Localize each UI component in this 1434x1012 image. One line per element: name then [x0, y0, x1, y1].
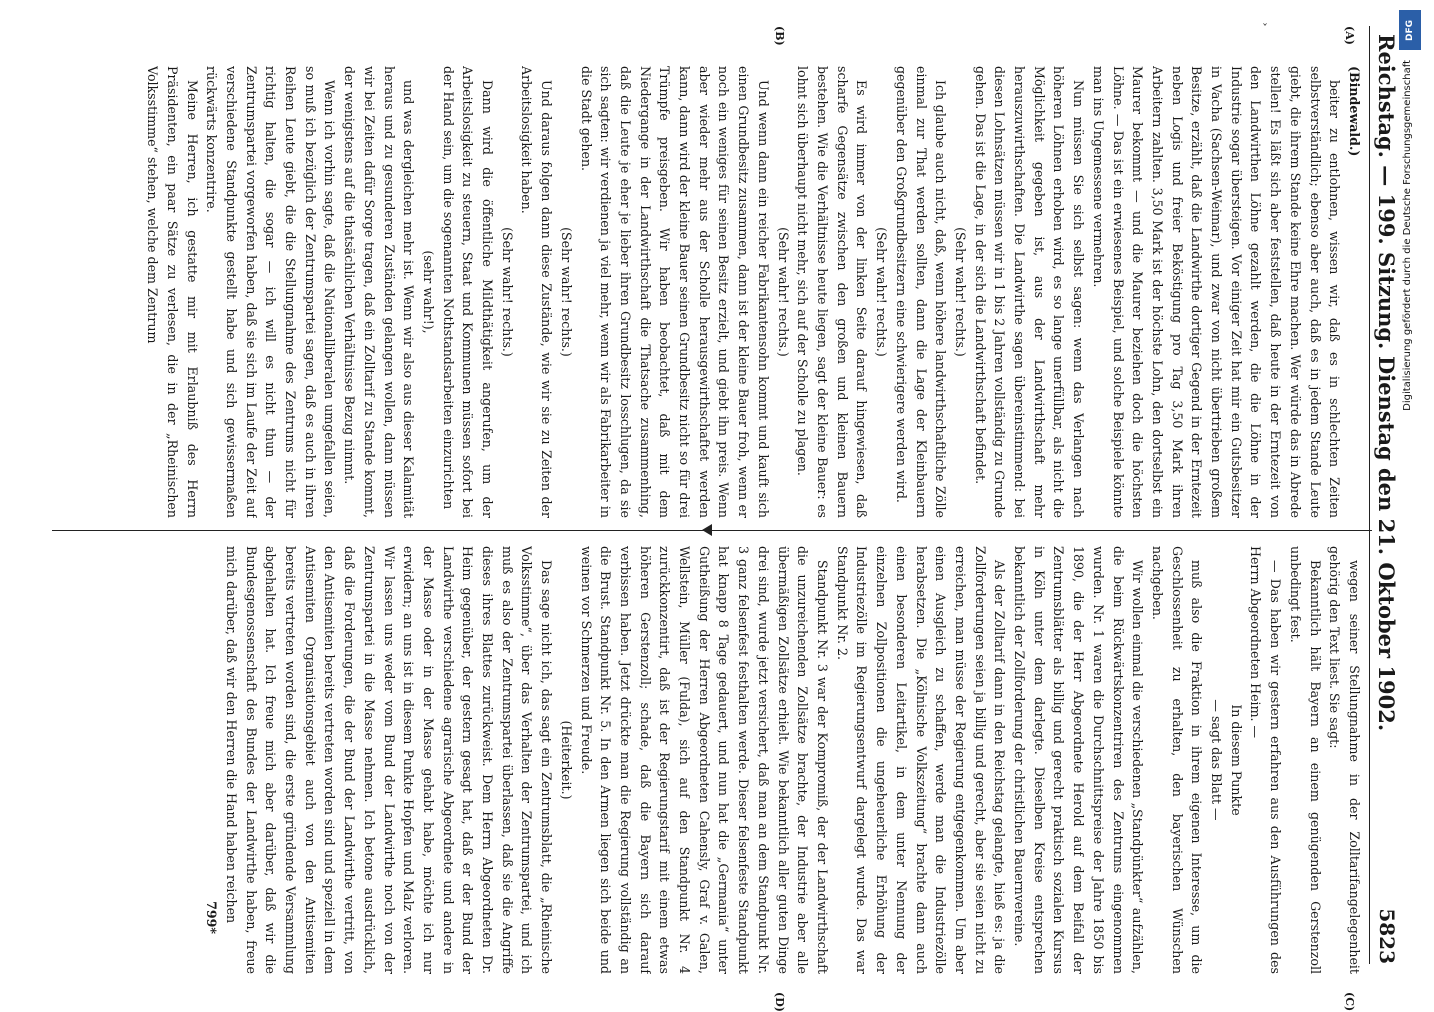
paragraph: Wir wollen einmal die verschiedenen „Standpünkter“ aufzählen, die beim Rückwärtskonzentriren des Zentrums eingenommen wurden. Nr. 1 waren die Durchschnittspreise der Jahre 1850 bis 1890, die der Herr Abgeordnete Herold auf dem Beifall der Zentrumsblätter als billig und gerecht praktisch sozialen Kursus in Köln unter dem darlegte. Dieselben Kreise entsprechen bekanntlich der Zollforderung der christlichen Bauernvereine. — [1012, 546, 1146, 974]
paragraph: wegen seiner Stellungnahme in der Zolltarifangelegenheit gehörig den Text liest. Sie sagt: — [1327, 546, 1362, 974]
interjection: (Sehr wahr! rechts.) — [775, 227, 791, 357]
paragraph: Als der Zolltarif dann in den Reichstag gelangte, hieß es: ja die Zollforderungen seien ja billig und gerecht, aber sie seien nicht zu erreichen, man müsse der Regierung entgegenkommen. Um aber einen Ausgleich zu schaffen, werde man die Industriezölle herabsetzen. Die „Kölnische Volkszeitung“ brachte dann auch einen besonderen Leitartikel, in dem unter Nennung der einzelnen Zollpositionen die ungeheuerliche Erhöhung der Industriezölle im Regierungsentwurf dargelegt wurde. Das war Standpunkt Nr. 2. — [834, 546, 1008, 974]
paragraph: Und wenn dann ein reicher Fabrikantensohn kommt und kauft sich einen Grundbesitz zusammen, dann ist der kleine Bauer froh, wenn er noch ein weniges für seinen Besitz erzielt, und giebt ihn preis. Wenn aber wieder mehr aus der Scholle herausgewirthschaftet werden kann, dann wird der kleine Bauer seinen Grundbesitz nicht so für drei Trümpfe preisgeben. Wir haben beobachtet, daß mit dem Niedergange in der Landwirthschaft die Thatsache zusammenhing, daß die Leute je eher je lieber ihren Grundbesitz losschlugen, da sie sich sagten: wir verdienen ja viel mehr, wenn wir als Fabrikarbeiter in die Stadt gehen. — [578, 66, 771, 518]
header-left: Reichstag. — 199. Sitzung. — [1374, 34, 1400, 350]
paragraph: Dann wird die öffentliche Mildthätigkeit angerufen, um der Arbeitslosigkeit zu steuern, Staat und Kommunen müssen sofort bei der Hand sein, um die sogenannten Nothstandsarbeiten einzurichten — [440, 66, 496, 518]
interjection: (Sehr wahr! rechts.) — [499, 227, 515, 357]
margin-marker-d: (D) — [773, 992, 786, 1012]
digitization-credit — [1390, 4, 1430, 996]
left-column — [52, 66, 1364, 518]
column-divider — [52, 530, 1372, 531]
rotated-newspaper-page — [40, 0, 1420, 1012]
paragraph: Ich glaube auch nicht, daß, wenn höhere landwirthschaftliche Zölle einmal zur That werden sollten, dann die Lage der Kleinbauern gegenüber den Großgrundbesitzern eine schwierigere werden wird. — [893, 66, 949, 518]
paragraph: Standpunkt Nr. 3 war der Kompromiß, der der Landwirthschaft die unzureichenden Zollsätze brachte, der Industrie aber alle übermäßigen Zollsätze erhielt. Wie bekanntlich aller guten Dinge drei sind, wurde jetzt versichert, daß man an dem Standpunkt Nr. 3 ganz felsenfest festhalten werde. Dieser felsenfeste Standpunkt hat knapp 8 Tage gedauert, und nun hat die „Germania“ unter Gutheißung der Herren Abgeordneten Cahensly, Graf v. Galen, Wellstein, Müller (Fulda), sich auf den Standpunkt Nr. 4 zurückkonzentirt, daß ist der Regierungstarif mit einem etwas höheren Gerstenzoll; schade, daß die Bayern sich darauf verbissen haben. Jetzt drückte man die Regierung vollständig an die Brust. Standpunkt Nr. 5. In den Armen liegen sich beide und weinen vor Schmerzen und Freude. — [578, 546, 831, 974]
paragraph: Bekanntlich hält Bayern an einem genügenden Gerstenzoll unbedingt fest. — [1287, 546, 1323, 974]
paragraph: Das sage nicht ich, das sagt ein Zentrumsblatt, die „Rheinische Volksstimme“, über das Verhalten der Zentrumspartei, und ich muß es also der Zentrumspartei überlassen, daß sie die Angriffe dieses ihres Blattes zurückweist. Dem Herrn Abgeordneten Dr. Heim gegenüber, der gestern gesagt hat, daß er der Bund der Landwirthe verschiedene agrarische Abgeordnete und andere in der Masse oder in der Masse gehabt habe, möchte ich nur erwidern; an uns ist in diesem Punkte Hopfen und Malz verloren. Wir lassen uns weder vom Bund der Landwirthe noch von der Zentrumspartei in die Masse nehmen. Ich betone ausdrücklich, daß die Forderungen, die der Bund der Landwirthe vertritt, von den Antisemiten bereits vertreten worden sind und speziell in dem Antisemiten Organisationsgebiet auch von den Antisemiten bereits vertreten worden sind, die erste gründende Versammlung abgehalten hat. Ich freue mich aber darüber, daß wir die Bundesgenossenschaft des Bundes der Landwirthe haben, freue mich darüber, daß wir den Herren die Hand haben reichen — [223, 546, 555, 974]
divider-arrow-icon — [702, 524, 712, 536]
interjection: — sagt das Blatt — — [1209, 699, 1225, 821]
interjection: (Heiterkeit.) — [558, 720, 574, 800]
interjection: (Sehr wahr! rechts.) — [952, 227, 968, 357]
credit-text: Digitalisierung gefördert durch die Deutsche Forschungsgemeinschaft — [1402, 60, 1413, 411]
right-column — [52, 546, 1364, 974]
paragraph: — Das haben wir gestern erfahren aus den Ausführungen des Herrn Abgeordneten Heim. — — [1248, 546, 1284, 974]
paragraph: Meine Herren, ich gestatte mir mit Erlaubniß des Herrn Präsidenten, ein paar Sätze zu verlesen, die in der „Rheinischen Volksstimme“ stehen, welche dem Zentrum — [145, 66, 200, 518]
interjection: (Sehr wahr! rechts.) — [558, 227, 574, 357]
margin-marker-c: (C) — [1343, 992, 1356, 1012]
page-number: 5823 — [1375, 908, 1399, 964]
paragraph: muß also die Fraktion in ihrem eigenen Interesse, um die Geschlossenheit zu erhalten, den bayerischen Wünschen nachgeben. — [1149, 546, 1205, 974]
paragraph: beiter zu entlohnen, wissen wir, daß es in schlechten Zeiten selbstverständlich; ebenso aber auch, daß es in jedem Stande Leute giebt, die ihrem Stande keine Ehre machen. Wer würde das in Abrede stellen! Es läßt sich aber feststellen, daß heute in der Erntezeit von den Landwirthen Löhne gezahlt werden, die die Löhne in der Industrie sogar übersteigen. Vor einiger Zeit hat mir ein Gutsbesitzer in Vacha (Sachsen-Weimar), und zwar von nicht übertrieben großem Besitze, erzählt, daß die Landwirthe dortiger Gegend in der Erntezeit neben Logis und freier Beköstigung pro Tag 3,50 Mark ihren Arbeitern zahlten. 3,50 Mark ist der höchste Lohn, den dortselbst ein Maurer bekommt — und die Maurer beziehen doch die höchsten Löhne. — Das ist ein erwiesenes Beispiel, und solche Beispiele könnte man ins Ungemessene vermehren. — [1090, 66, 1343, 518]
interjection: In diesem Punkte — [1228, 704, 1244, 816]
paragraph: Nun müssen Sie sich selbst sagen: wenn das Verlangen nach höheren Löhnen erhoben wird, es so lange unerfüllbar, als nicht die Möglichkeit gegeben ist, aus der Landwirthschaft mehr herauszuwirthschaften. Die Landwirthe sagen übereinstimmend: bei diesen Lohnsätzen müssen wir in 1 bis 2 Jahren vollständig zu Grunde gehen. Das ist die Lage, in der sich die Landwirthschaft befindet. — [972, 66, 1087, 518]
header-date: Dienstag den 21. Oktober 1902. — [1374, 356, 1400, 732]
page-footer-mark: 799* — [204, 901, 220, 934]
paragraph: Wenn ich vorhin sagte, daß die Nationalliberalen umgefallen seien, so muß ich bezüglich der Zentrumspartei sagen, daß es auch in ihren Reihen Leute giebt, die die Stellungnahme des Zentrums nicht für richtig halten, die sogar — ich will es nicht thun — der Zentrumspartei vorgeworfen haben, daß sie sich im Laufe der Zeit auf verschiedene Standpunkte gestellt habe und sich gewissermaßen rückwärts konzentrire. — [204, 66, 338, 518]
paragraph: Es wird immer von der linken Seite darauf hingewiesen, daß scharfe Gegensätze zwischen den großen und kleinen Bauern bestehen. Wie die Verhältnisse heute liegen, sagt der kleine Bauer: es lohnt sich überhaupt nicht mehr, sich auf der Scholle zu plagen. — [795, 66, 870, 518]
speaker-name: (Bindewald.) — [1347, 66, 1362, 157]
interjection: (sehr wahr!), — [420, 250, 436, 334]
paragraph: Und daraus folgen dann diese Zustände, wie wir sie zu Zeiten der Arbeitslosigkeit haben. — [519, 66, 555, 518]
paragraph: und was dergleichen mehr ist. Wenn wir also aus dieser Kalamität heraus und zu gesunderen Zuständen gelangen wollen, dann müssen wir bei Zeiten dafür Sorge tragen, daß ein Zolltarif zu Stande kommt, der wenigstens auf die thatsächlichen Verhältnisse Bezug nimmt. — [342, 66, 417, 518]
text-columns — [52, 26, 1364, 1012]
margin-marker-b: (B) — [773, 26, 786, 46]
margin-marker-a: (A) — [1343, 26, 1356, 45]
scan-mark-icon: ˇ — [1262, 22, 1268, 36]
dfg-logo-icon: DFG — [1399, 10, 1421, 50]
interjection: (Sehr wahr! rechts.) — [874, 227, 890, 357]
